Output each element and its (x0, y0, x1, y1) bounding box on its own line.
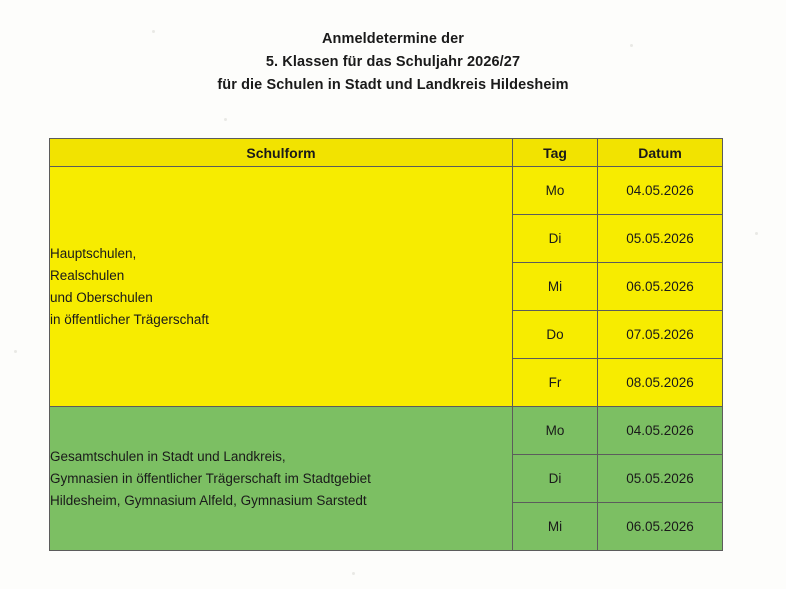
scan-speck (630, 44, 633, 47)
day-cell: Di (513, 215, 598, 263)
table-row (50, 407, 723, 455)
schulform-line: und Oberschulen (50, 289, 153, 305)
day-cell: Mi (513, 503, 598, 551)
schulform-line: Hildesheim, Gymnasium Alfeld, Gymnasium Sarstedt (50, 492, 367, 508)
column-header-schulform: Schulform (50, 139, 513, 167)
date-cell: 05.05.2026 (598, 215, 723, 263)
schulform-text-group-1 (50, 243, 512, 331)
table-row (50, 167, 723, 215)
date-cell: 06.05.2026 (598, 503, 723, 551)
date-cell: 08.05.2026 (598, 359, 723, 407)
page-title (0, 0, 786, 97)
schulform-line: Gymnasien in öffentlicher Trägerschaft im Stadtgebiet (50, 470, 371, 486)
day-cell: Do (513, 311, 598, 359)
schedule-table (49, 138, 723, 551)
day-cell: Mo (513, 407, 598, 455)
date-cell: 06.05.2026 (598, 263, 723, 311)
schulform-line: Gesamtschulen in Stadt und Landkreis, (50, 448, 286, 464)
date-cell: 04.05.2026 (598, 407, 723, 455)
page-title-line-1: Anmeldetermine der (321, 31, 464, 47)
column-header-tag: Tag (513, 139, 598, 167)
scan-speck (755, 232, 758, 235)
day-cell: Fr (513, 359, 598, 407)
page-title-line-2: 5. Klassen für das Schuljahr 2026/27 (265, 54, 521, 70)
schulform-text-group-2 (50, 446, 512, 512)
date-cell: 05.05.2026 (598, 455, 723, 503)
page-title-line-3: für die Schulen in Stadt und Landkreis Hildesheim (217, 77, 569, 93)
date-cell: 04.05.2026 (598, 167, 723, 215)
day-cell: Di (513, 455, 598, 503)
scan-speck (224, 118, 227, 121)
schedule-table-container (49, 138, 719, 551)
schulform-line: Hauptschulen, (50, 245, 137, 261)
schulform-line: in öffentlicher Trägerschaft (50, 311, 209, 327)
day-cell: Mo (513, 167, 598, 215)
date-cell: 07.05.2026 (598, 311, 723, 359)
column-header-datum: Datum (598, 139, 723, 167)
schulform-cell-group-2 (50, 407, 513, 551)
scan-speck (14, 350, 17, 353)
table-header-row (50, 139, 723, 167)
schulform-cell-group-1 (50, 167, 513, 407)
schulform-line: Realschulen (50, 267, 125, 283)
scan-speck (352, 572, 355, 575)
day-cell: Mi (513, 263, 598, 311)
scan-speck (152, 30, 155, 33)
